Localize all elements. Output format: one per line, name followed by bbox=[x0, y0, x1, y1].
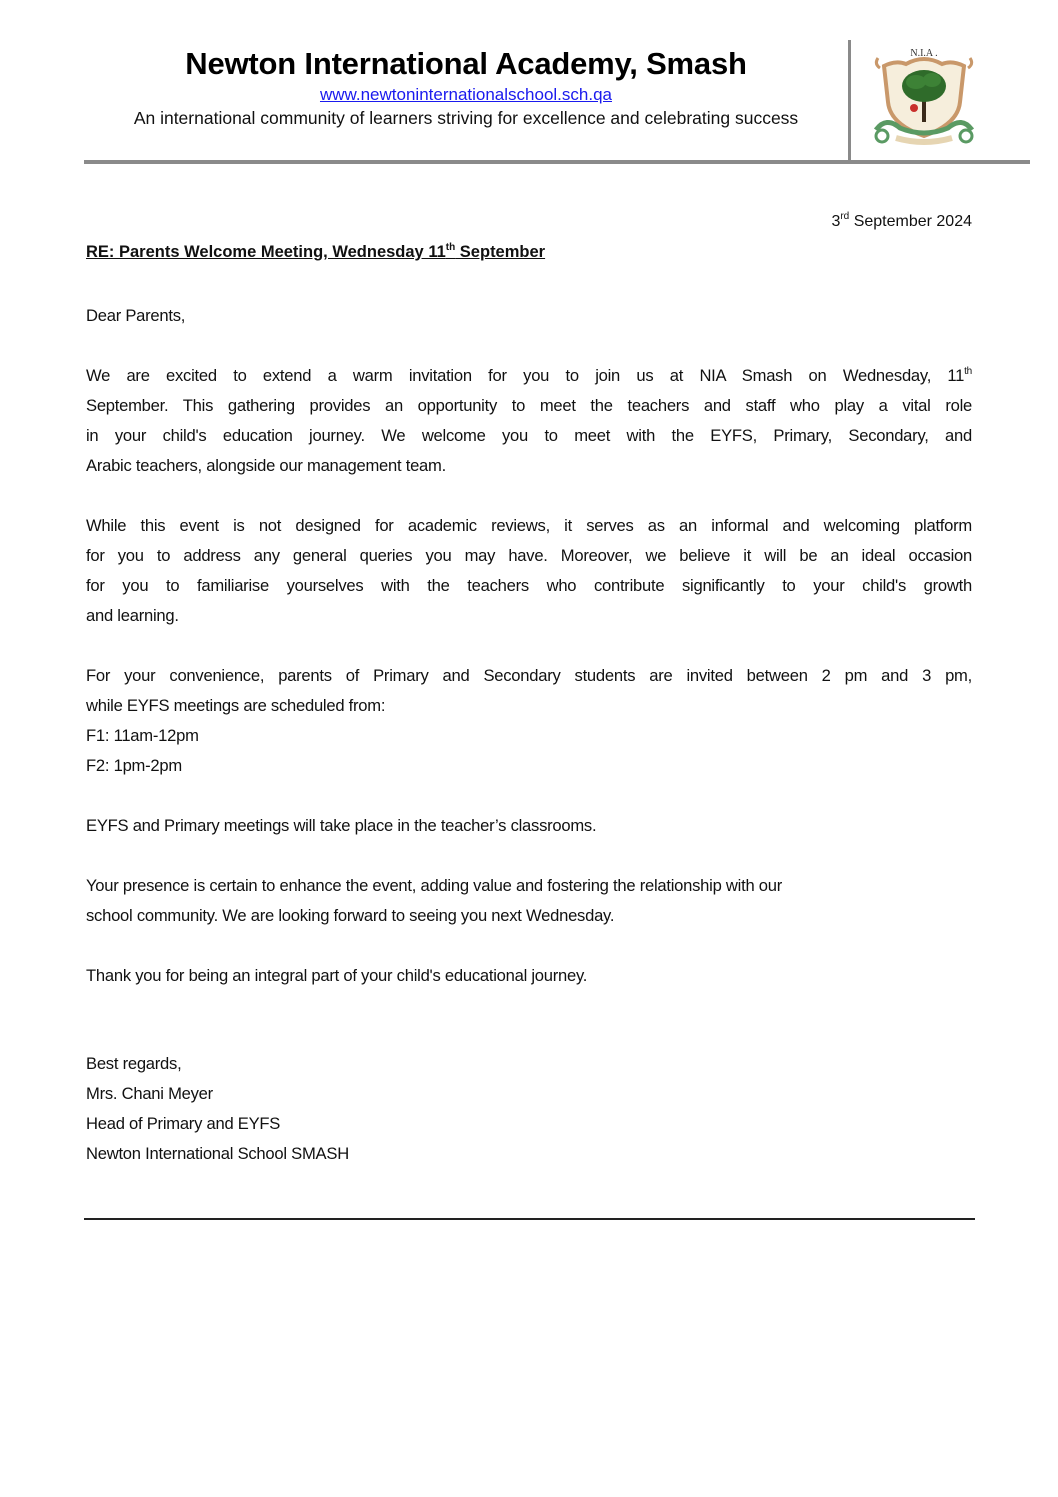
crest-label: N.I.A . bbox=[910, 48, 938, 59]
signature-block bbox=[86, 1049, 349, 1169]
subject-suffix: th bbox=[445, 242, 456, 253]
paragraph-line: Your presence is certain to enhance the event, adding value and fostering the relationship with our bbox=[86, 876, 783, 895]
paragraph-location: EYFS and Primary meetings will take place in the teacher’s classrooms. bbox=[86, 816, 597, 835]
paragraph-line: for you to address any general queries you may have. Moreover, we believe it will be an ideal occasion bbox=[86, 546, 972, 565]
paragraph-line: in your child's education journey. We welcome you to meet with the EYFS, Primary, Secondary, and bbox=[86, 426, 972, 445]
paragraph-line: while EYFS meetings are scheduled from: bbox=[86, 696, 386, 715]
paragraph-invitation bbox=[86, 361, 972, 481]
school-crest-icon bbox=[866, 44, 982, 152]
header-horizontal-divider bbox=[84, 160, 1030, 164]
subject-text: RE: Parents Welcome Meeting, Wednesday 11 bbox=[86, 243, 446, 261]
paragraph-line bbox=[86, 361, 972, 391]
line-text: We are excited to extend a warm invitation for you to join us at NIA Smash on Wednesday, 11 bbox=[86, 366, 965, 385]
paragraph-thanks: Thank you for being an integral part of your child's educational journey. bbox=[86, 966, 588, 985]
footer-divider bbox=[84, 1218, 975, 1220]
school-website-link[interactable]: www.newtoninternationalschool.sch.qa bbox=[319, 85, 612, 104]
header-vertical-divider bbox=[848, 40, 851, 162]
schedule-f2: F2: 1pm-2pm bbox=[86, 756, 182, 775]
paragraph-line: for you to familiarise yourselves with the teachers who contribute significantly to your child's growth bbox=[86, 576, 972, 595]
salutation: Dear Parents, bbox=[86, 306, 186, 325]
signature-organisation: Newton International School SMASH bbox=[86, 1144, 349, 1163]
school-name: Newton International Academy, Smash bbox=[185, 46, 747, 81]
line-sup: th bbox=[964, 366, 972, 377]
paragraph-line: school community. We are looking forward to seeing you next Wednesday. bbox=[86, 906, 615, 925]
subject-month: September bbox=[455, 243, 546, 261]
signature-closing: Best regards, bbox=[86, 1054, 182, 1073]
paragraph-closing bbox=[86, 871, 972, 931]
date-day: 3 bbox=[831, 213, 841, 230]
school-tagline: An international community of learners striving for excellence and celebrating success bbox=[133, 108, 799, 128]
paragraph-line: Arabic teachers, alongside our management team. bbox=[86, 456, 446, 475]
paragraph-purpose bbox=[86, 511, 972, 631]
letter-date bbox=[831, 213, 972, 231]
paragraph-line: and learning. bbox=[86, 606, 179, 625]
paragraph-line: September. This gathering provides an opportunity to meet the teachers and staff who play a vital role bbox=[86, 396, 972, 415]
crest-apple bbox=[910, 104, 918, 112]
date-rest: September 2024 bbox=[849, 213, 972, 230]
letter-subject bbox=[86, 243, 545, 262]
letterhead bbox=[84, 44, 848, 130]
date-suffix: rd bbox=[840, 211, 850, 222]
paragraph-line: For your convenience, parents of Primary and Secondary students are invited between 2 pm and 3 pm, bbox=[86, 666, 972, 685]
schedule-f1: F1: 11am-12pm bbox=[86, 726, 199, 745]
signature-name: Mrs. Chani Meyer bbox=[86, 1084, 213, 1103]
signature-role: Head of Primary and EYFS bbox=[86, 1114, 281, 1133]
paragraph-schedule bbox=[86, 661, 972, 781]
paragraph-line: While this event is not designed for academic reviews, it serves as an informal and welcoming platform bbox=[86, 516, 972, 535]
